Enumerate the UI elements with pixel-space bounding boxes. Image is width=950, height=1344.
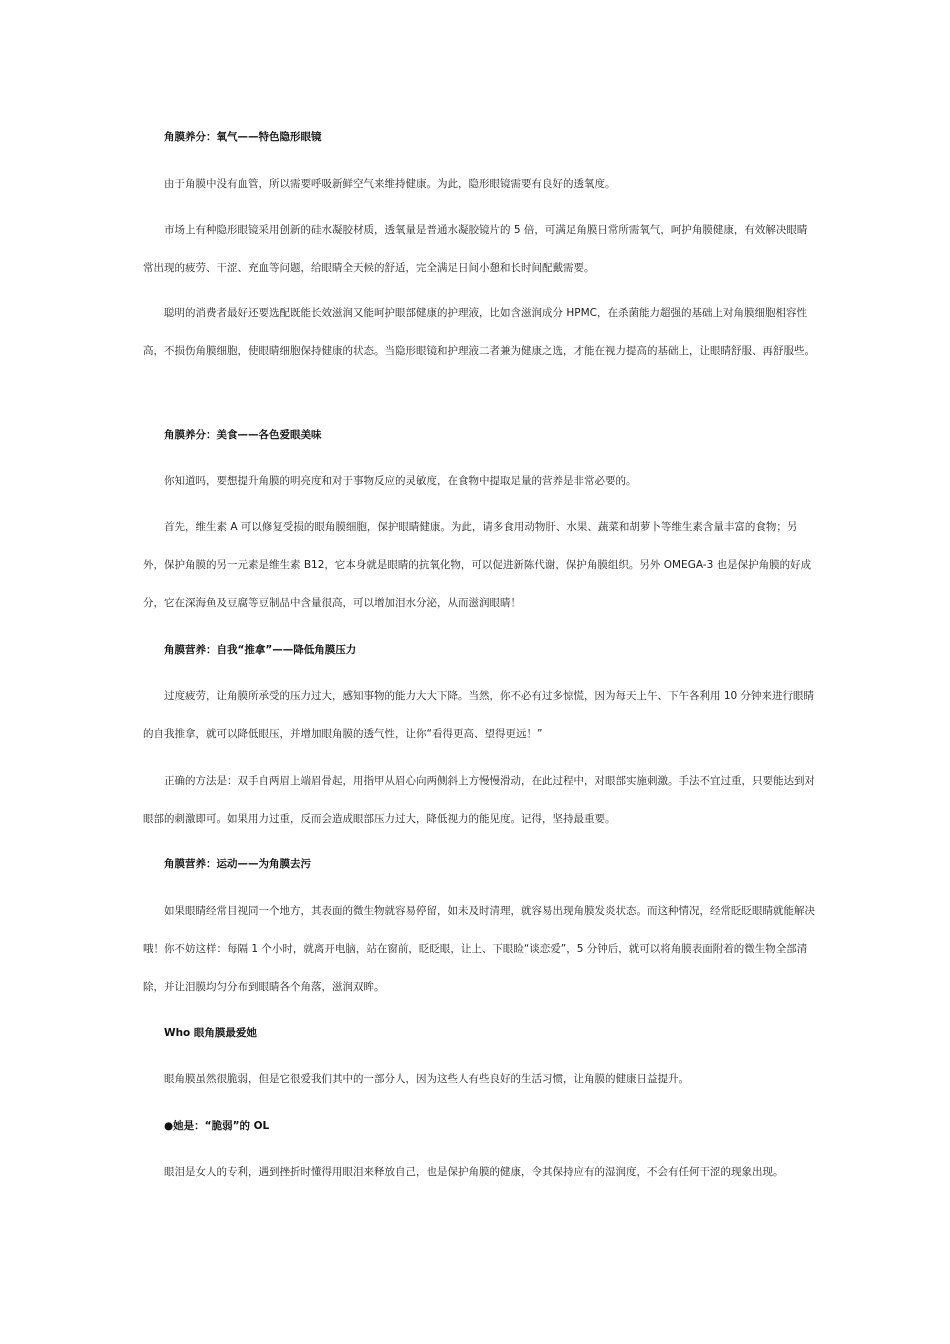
section-heading-exercise: 角膜营养：运动——为角膜去污 — [164, 858, 311, 870]
sub-heading-ol: ●她是：“脆弱”的 OL — [164, 1120, 270, 1132]
section-heading-food: 角膜养分：美食——各色爱眼美味 — [164, 429, 322, 441]
section-heading-oxygen: 角膜养分：氧气——特色隐形眼镜 — [164, 131, 322, 143]
paragraph: 市场上有种隐形眼镜采用创新的硅水凝胶材质，透氧量是普通水凝胶镜片的 5 倍，可满足角膜日常所需氧气，呵护角膜健康，有效解决眼睛常出现的疲劳、干涩、充血等问题，给眼睛全天候的舒适，完全满足日间小憩和长时间配戴需要。 — [143, 224, 808, 274]
paragraph: 正确的方法是：双手自两眉上端眉骨起，用指甲从眉心向两侧斜上方慢慢滑动，在此过程中，对眼部实施刺激。手法不宜过重，只要能达到对眼部的刺激即可。如果用力过重，反而会造成眼部压力过大，降低视力的能见度。记得，坚持最重要。 — [143, 775, 815, 825]
section-heading-who: Who 眼角膜最爱她 — [164, 1027, 257, 1039]
paragraph: 聪明的消费者最好还要选配既能长效滋润又能呵护眼部健康的护理液，比如含滋润成分 HPMC，在杀菌能力超强的基础上对角膜细胞相容性高，不损伤角膜细胞，使眼睛细胞保持健康的状态。当隐形眼镜和护理液二者兼为健康之选，才能在视力提高的基础上，让眼睛舒服、再舒服些。 — [143, 307, 815, 357]
paragraph: 由于角膜中没有血管，所以需要呼吸新鲜空气来维持健康。为此，隐形眼镜需要有良好的透氧度。 — [164, 178, 616, 190]
paragraph: 首先，维生素 A 可以修复受损的眼角膜细胞，保护眼睛健康。为此，请多食用动物肝、水果、蔬菜和胡萝卜等维生素含量丰富的食物；另外，保护角膜的另一元素是维生素 B12，它本身就是眼睛的抗氧化物，可以促进新陈代谢，保护角膜组织。另外 OMEGA-3 也是保护角膜的好成分，它在深海鱼及豆腐等豆制品中含量很高，可以增加泪水分泌，从而滋润眼睛！ — [143, 521, 812, 609]
paragraph: 眼泪是女人的专利，遇到挫折时懂得用眼泪来释放自己，也是保护角膜的健康，令其保持应有的湿润度，不会有任何干涩的现象出现。 — [164, 1166, 784, 1178]
paragraph: 你知道吗，要想提升角膜的明亮度和对于事物反应的灵敏度，在食物中提取足量的营养是非常必要的。 — [164, 475, 637, 487]
paragraph: 眼角膜虽然很脆弱，但是它很爱我们其中的一部分人，因为这些人有些良好的生活习惯，让角膜的健康日益提升。 — [164, 1073, 689, 1085]
section-heading-massage: 角膜营养：自我“推拿”——降低角膜压力 — [164, 644, 357, 656]
paragraph: 过度疲劳，让角膜所承受的压力过大，感知事物的能力大大下降。当然，你不必有过多惊慌，因为每天上午、下午各利用 10 分钟来进行眼睛的自我推拿，就可以降低眼压，并增加眼角膜的透气性，让你“看得更高、望得更远！” — [143, 690, 815, 740]
paragraph: 如果眼睛经常目视同一个地方，其表面的微生物就容易停留，如未及时清理，就容易出现角膜发炎状态。而这种情况，经常眨眨眼睛就能解决哦！你不妨这样：每隔 1 个小时，就离开电脑，站在窗前，眨眨眼，让上、下眼睑“谈恋爱”，5 分钟后，就可以将角膜表面附着的微生物全部清除，并让泪膜均匀分布到眼睛各个角落，滋润双眸。 — [143, 905, 815, 993]
